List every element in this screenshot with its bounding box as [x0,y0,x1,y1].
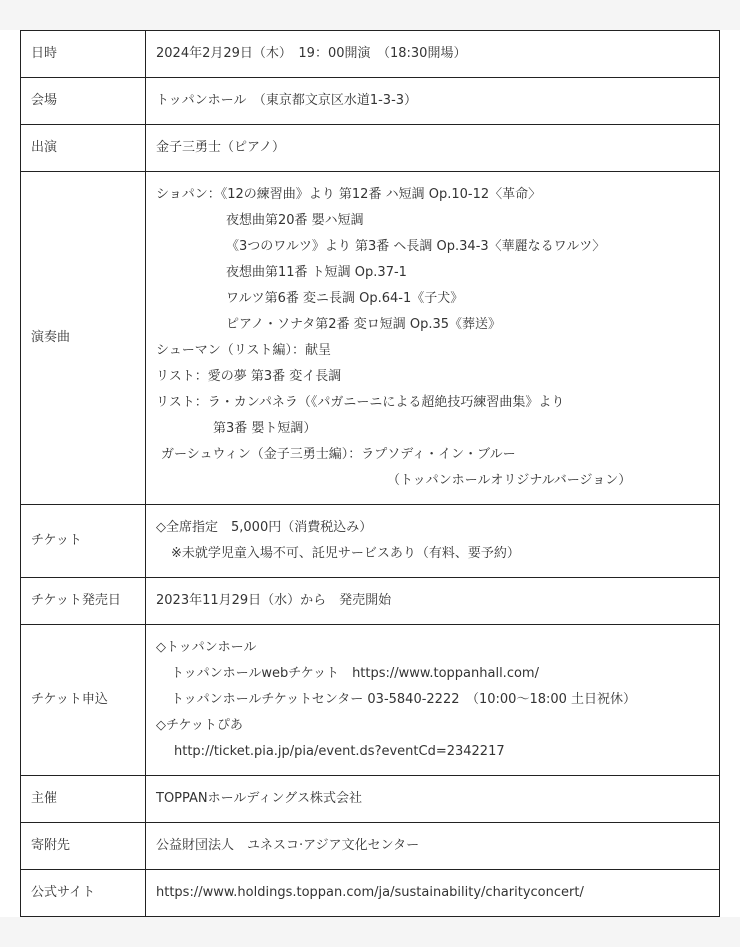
table-row-program [21,172,720,505]
table-row-organizer [21,776,720,823]
datetime-value: 2024年2月29日（木） 19：00開演 （18:30開場） [146,31,720,78]
donation-value: 公益財団法人 ユネスコ·アジア文化センター [146,823,720,870]
program-line: リスト：愛の夢 第3番 変イ長調 [156,369,342,384]
ticket-apply-line: ◇チケットぴあ [156,718,243,733]
row-label: チケット [21,505,146,578]
row-label: 公式サイト [21,870,146,917]
program-line: 《3つのワルツ》より 第3番 ヘ長調 Op.34-3〈華麗なるワルツ〉 [226,239,606,254]
ticket-pia-link: http://ticket.pia.jp/pia/event.ds?eventCd=2342217 [174,744,505,759]
table-row-donation [21,823,720,870]
row-label: 日時 [21,31,146,78]
table-row-venue [21,78,720,125]
table-row-website [21,870,720,917]
table-row-ticket [21,505,720,578]
program-line: （トッパンホールオリジナルバージョン） [387,473,632,488]
row-label: 寄附先 [21,823,146,870]
table-row-ticket-sale [21,578,720,625]
row-label: 出演 [21,125,146,172]
program-line: シューマン（リスト編）：献呈 [156,343,331,358]
ticket-info [146,505,720,578]
ticket-apply-info [146,625,720,776]
event-info-sheet [0,30,740,917]
ticket-apply-line: トッパンホールwebチケット https://www.toppanhall.com/ [171,666,539,681]
ticket-line: ◇全席指定 5,000円（消費税込み） [156,520,373,535]
website-url: https://www.holdings.toppan.com/ja/sustainability/charityconcert/ [146,870,720,917]
row-label: チケット申込 [21,625,146,776]
program-list [146,172,720,505]
ticket-note: ※未就学児童入場不可、託児サービスあり（有料、要予約） [171,546,520,561]
table-row-datetime [21,31,720,78]
table-row-performer [21,125,720,172]
ticket-sale-value: 2023年11月29日（水）から 発売開始 [146,578,720,625]
program-line: ピアノ・ソナタ第2番 変ロ短調 Op.35《葬送》 [226,317,502,332]
program-line: ショパン：《12の練習曲》より 第12番 ハ短調 Op.10-12〈革命〉 [156,187,542,202]
table-row-ticket-apply [21,625,720,776]
row-label: 演奏曲 [21,172,146,505]
row-label: チケット発売日 [21,578,146,625]
program-line: ワルツ第6番 変ニ長調 Op.64-1《子犬》 [226,291,464,306]
row-label: 主催 [21,776,146,823]
organizer-value: TOPPANホールディングス株式会社 [146,776,720,823]
program-line: リスト：ラ・カンパネラ（《パガニーニによる超絶技巧練習曲集》より [156,395,565,410]
program-line: 夜想曲第11番 ト短調 Op.37-1 [226,265,407,280]
program-line: 第3番 嬰ト短調） [213,421,317,436]
program-line: 夜想曲第20番 嬰ハ短調 [226,213,364,228]
performer-value: 金子三勇士（ピアノ） [146,125,720,172]
ticket-apply-line: ◇トッパンホール [156,640,257,655]
event-info-table [20,30,720,917]
row-label: 会場 [21,78,146,125]
ticket-apply-line: トッパンホールチケットセンター 03-5840-2222 （10:00～18:00 土日祝休） [171,692,637,707]
program-line: ガーシュウィン（金子三勇士編）：ラプソディ・イン・ブルー [161,447,516,462]
venue-value: トッパンホール （東京都文京区水道1-3-3） [146,78,720,125]
